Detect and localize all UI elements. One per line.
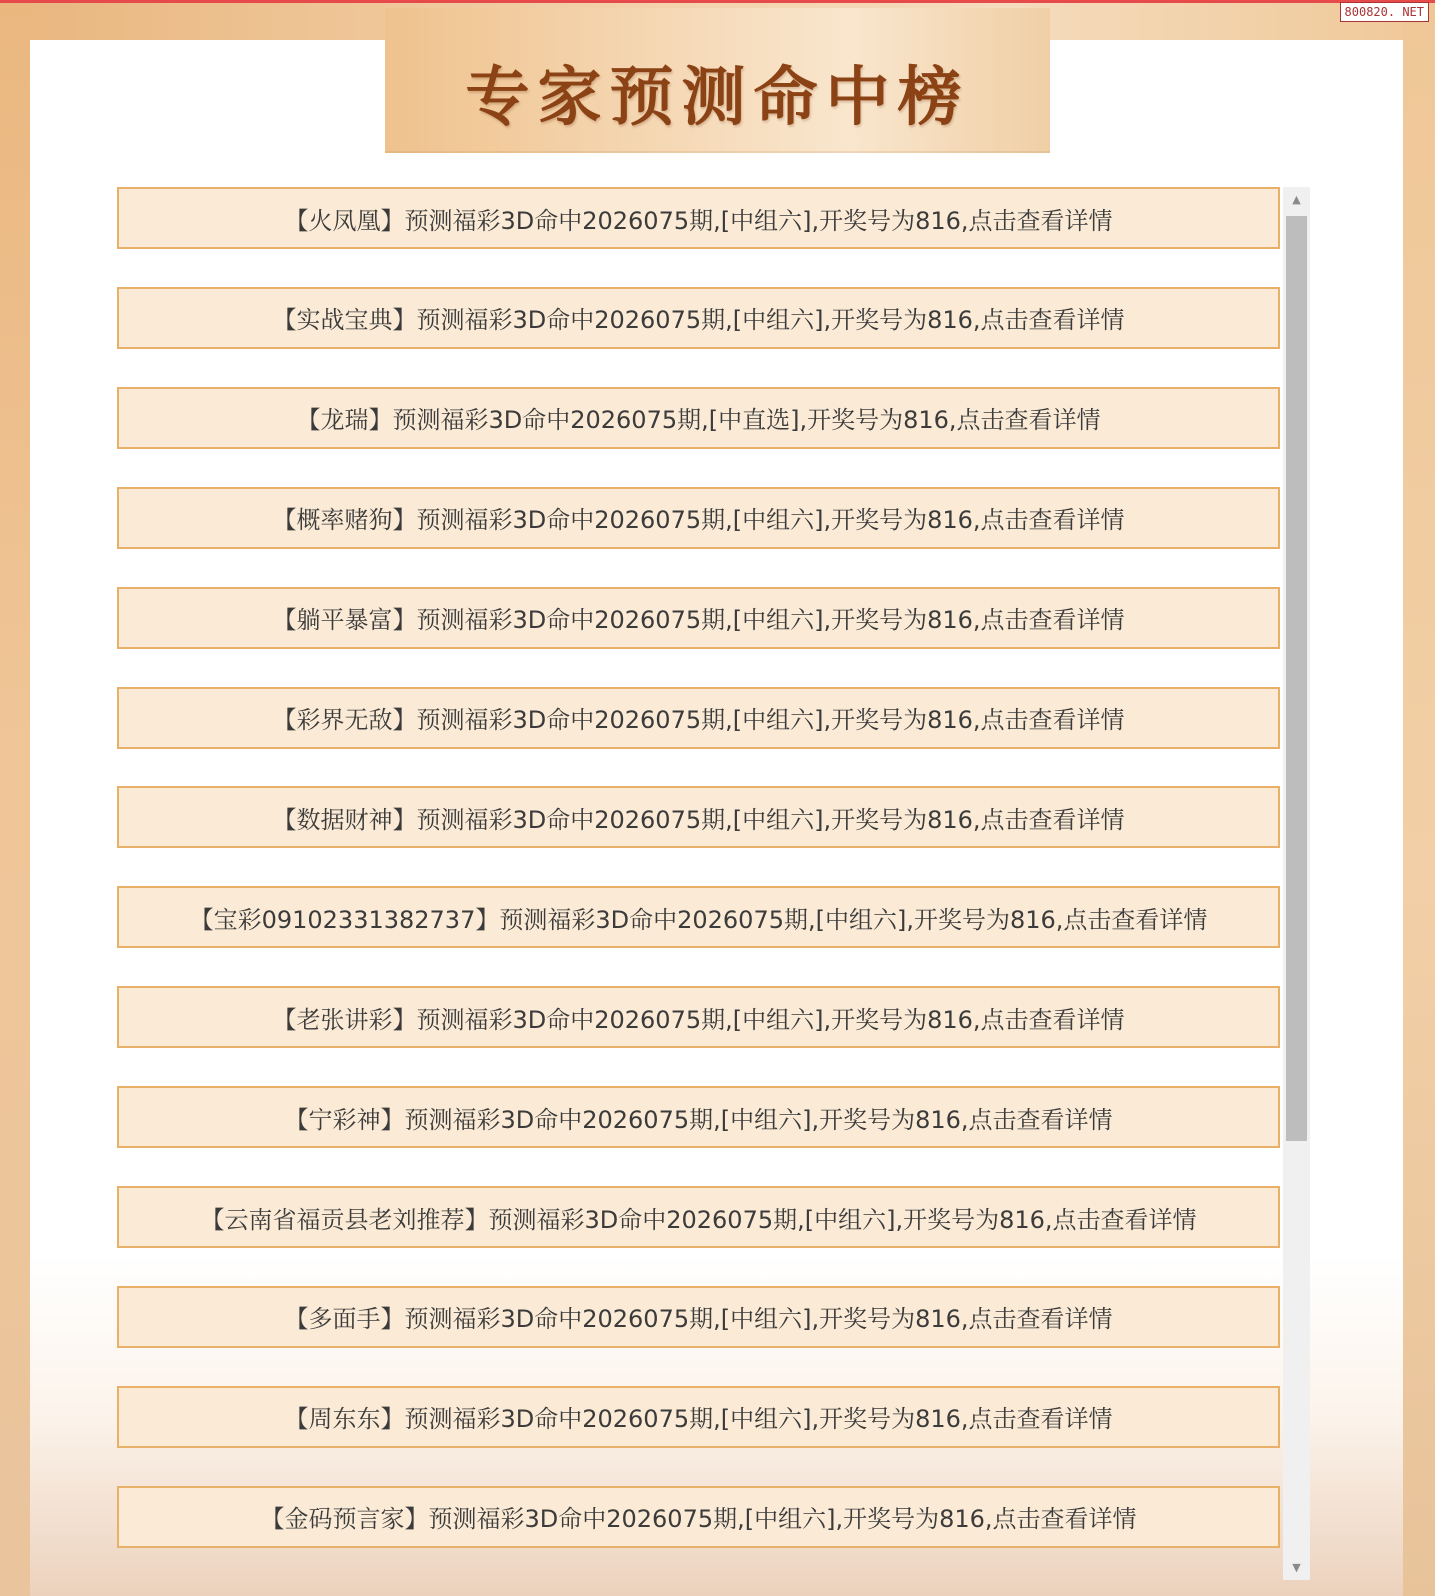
page-title: 专家预测命中榜	[465, 60, 970, 135]
list-item[interactable]: 【周东东】预测福彩3D命中2026075期,[中组六],开奖号为816,点击查看详情	[117, 1386, 1280, 1448]
list-item[interactable]: 【宁彩神】预测福彩3D命中2026075期,[中组六],开奖号为816,点击查看详情	[117, 1086, 1280, 1148]
list-item[interactable]: 【火凤凰】预测福彩3D命中2026075期,[中组六],开奖号为816,点击查看详情	[117, 187, 1280, 249]
scroll-down-arrow-icon[interactable]: ▼	[1292, 1561, 1301, 1574]
prediction-list	[117, 187, 1310, 1580]
list-item[interactable]: 【实战宝典】预测福彩3D命中2026075期,[中组六],开奖号为816,点击查看详情	[117, 287, 1280, 349]
scroll-thumb[interactable]	[1286, 216, 1307, 1141]
list-item[interactable]: 【金码预言家】预测福彩3D命中2026075期,[中组六],开奖号为816,点击查看详情	[117, 1486, 1280, 1548]
list-item[interactable]: 【龙瑞】预测福彩3D命中2026075期,[中直选],开奖号为816,点击查看详情	[117, 387, 1280, 449]
list-item[interactable]: 【数据财神】预测福彩3D命中2026075期,[中组六],开奖号为816,点击查看详情	[117, 786, 1280, 848]
top-divider	[0, 0, 1435, 3]
list-item[interactable]: 【多面手】预测福彩3D命中2026075期,[中组六],开奖号为816,点击查看详情	[117, 1286, 1280, 1348]
list-item[interactable]: 【老张讲彩】预测福彩3D命中2026075期,[中组六],开奖号为816,点击查看详情	[117, 986, 1280, 1048]
vertical-scrollbar[interactable]	[1283, 187, 1310, 1580]
list-item[interactable]: 【彩界无敌】预测福彩3D命中2026075期,[中组六],开奖号为816,点击查看详情	[117, 687, 1280, 749]
frame-right	[1403, 0, 1435, 1596]
list-item[interactable]: 【躺平暴富】预测福彩3D命中2026075期,[中组六],开奖号为816,点击查看详情	[117, 587, 1280, 649]
list-item[interactable]: 【云南省福贡县老刘推荐】预测福彩3D命中2026075期,[中组六],开奖号为816,点击查看详情	[117, 1186, 1280, 1248]
watermark: 800820. NET	[1340, 2, 1429, 22]
list-item[interactable]: 【宝彩09102331382737】预测福彩3D命中2026075期,[中组六],开奖号为816,点击查看详情	[117, 886, 1280, 948]
scroll-up-arrow-icon[interactable]: ▲	[1292, 193, 1301, 206]
list-item[interactable]: 【概率赌狗】预测福彩3D命中2026075期,[中组六],开奖号为816,点击查看详情	[117, 487, 1280, 549]
title-banner	[385, 8, 1050, 153]
frame-left	[0, 0, 30, 1596]
